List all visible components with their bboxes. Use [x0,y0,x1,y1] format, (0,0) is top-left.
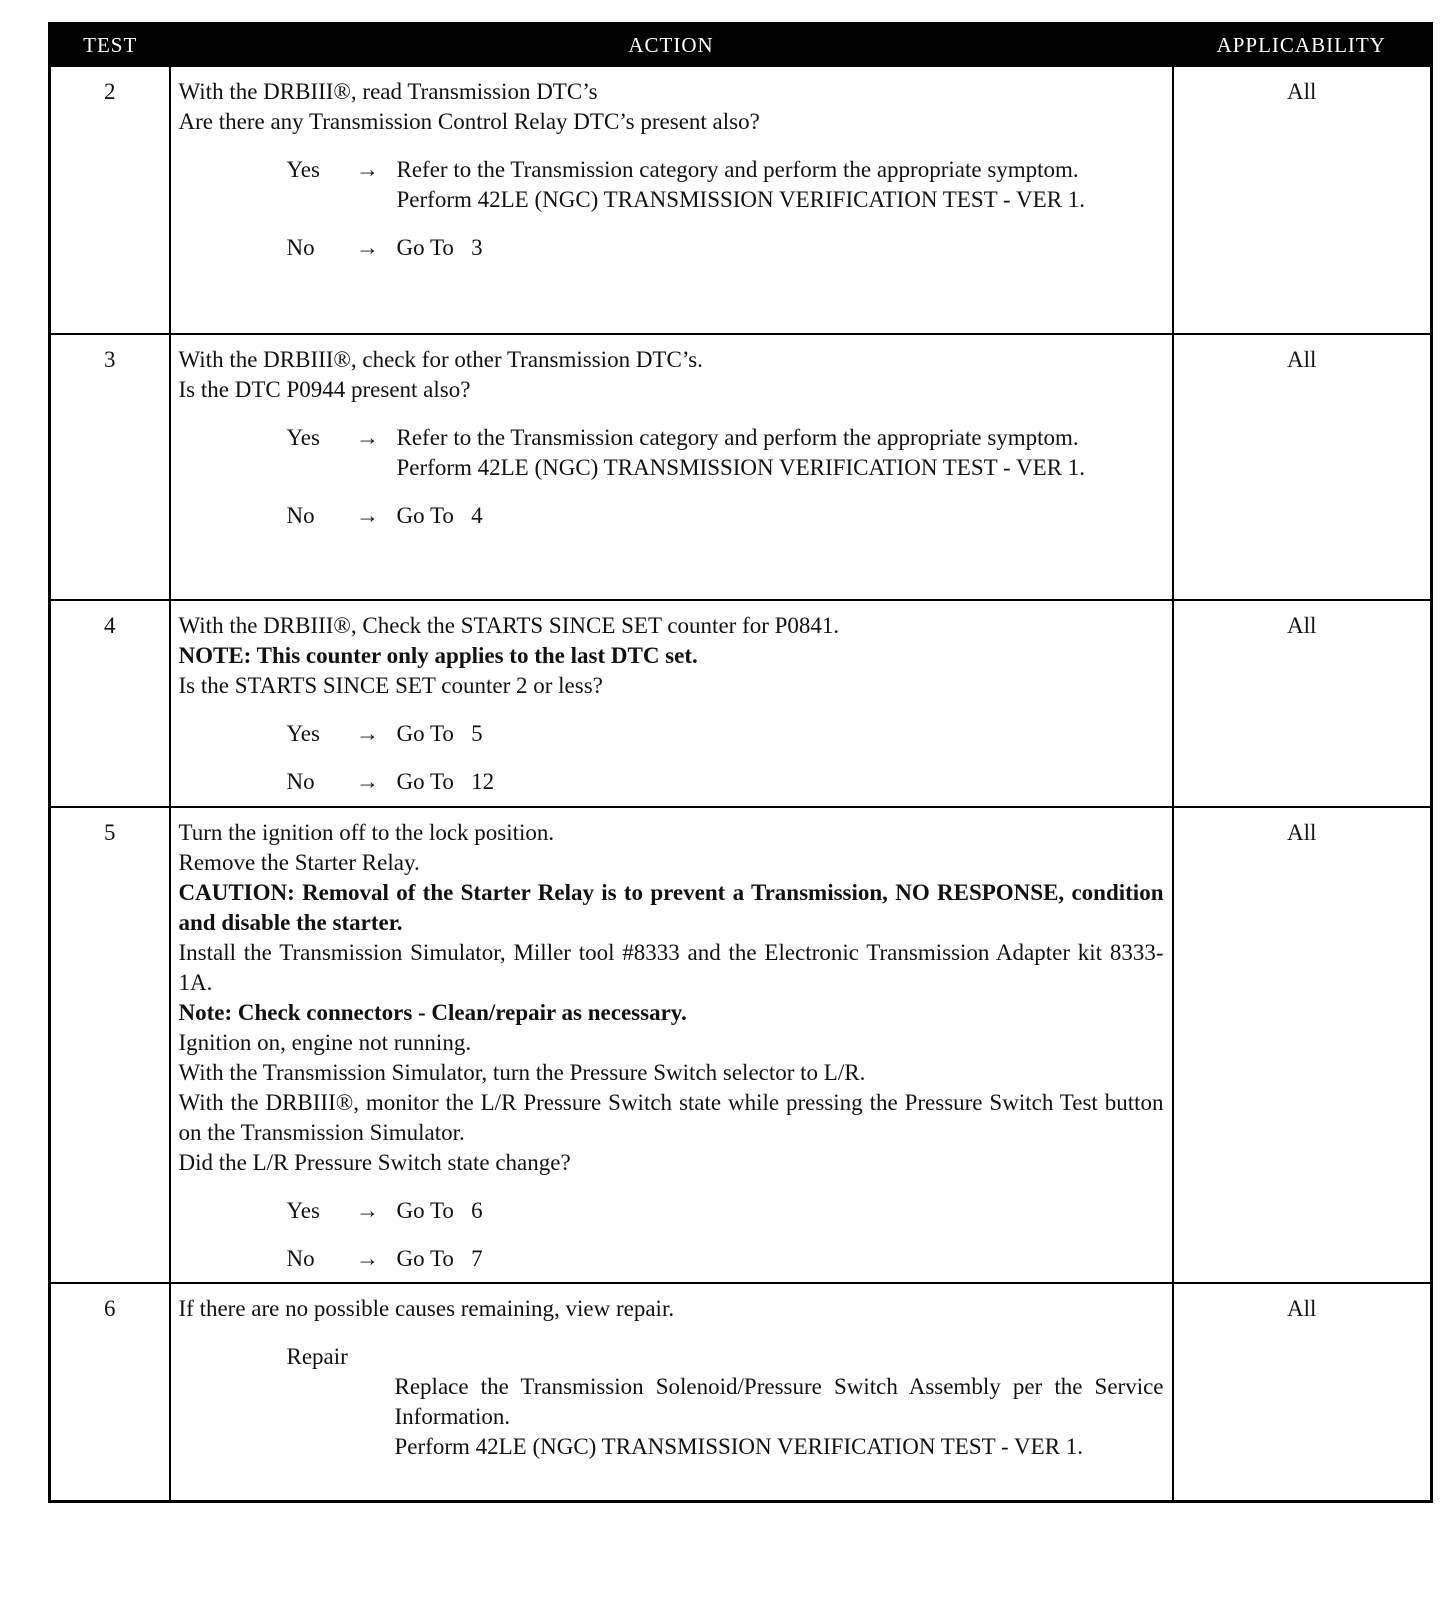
goto-target: 5 [471,721,483,746]
no-label: No [286,235,315,260]
action-line: Did the L/R Pressure Switch state change? [178,1150,571,1175]
yes-response [179,719,1164,749]
test-number: 3 [50,334,170,600]
yes-label: Yes [286,721,320,746]
header-action: ACTION [170,24,1173,67]
arrow-icon: → [356,1246,379,1271]
applicability-cell: All [1173,66,1432,334]
test-number: 5 [50,807,170,1283]
arrow-icon: → [356,769,379,794]
yes-response [179,155,1164,215]
no-response [179,233,1164,263]
arrow-icon: → [356,235,379,260]
yes-label: Yes [286,1198,320,1223]
no-response [179,767,1164,797]
arrow-icon: → [356,721,379,746]
diagnostic-procedure-sheet [48,22,1436,1503]
yes-label: Yes [286,425,320,450]
goto-label: Go To [396,769,454,794]
action-line: With the DRBIII®, monitor the L/R Pressure Switch state while pressing the Pressure Switch Test button on the Transmission Simulator. [178,1090,1164,1145]
action-line: With the DRBIII®, Check the STARTS SINCE SET counter for P0841. [178,613,840,638]
applicability-cell: All [1173,334,1432,600]
no-response [179,1244,1164,1274]
table-row [50,807,1432,1283]
no-label: No [286,503,315,528]
goto-target: 6 [471,1198,483,1223]
repair-block [179,1342,1164,1462]
test-number: 2 [50,66,170,334]
action-line: With the Transmission Simulator, turn the Pressure Switch selector to L/R. [178,1060,866,1085]
goto-label: Go To [396,1198,454,1223]
action-cell [170,66,1173,334]
arrow-icon: → [356,1198,379,1223]
yes-label: Yes [286,157,320,182]
header-test: TEST [50,24,170,67]
note-line: Note: Check connectors - Clean/repair as necessary. [178,1000,687,1025]
yes-instruction: Perform 42LE (NGC) TRANSMISSION VERIFICATION TEST - VER 1. [396,455,1086,480]
repair-instruction: Replace the Transmission Solenoid/Pressure Switch Assembly per the Service Information. [394,1374,1164,1429]
note-line: NOTE: This counter only applies to the last DTC set. [178,643,698,668]
table-row [50,66,1432,334]
arrow-icon: → [356,503,379,528]
test-number: 6 [50,1283,170,1501]
goto-target: 7 [471,1246,483,1271]
table-header [50,24,1432,67]
table-row [50,334,1432,600]
action-line: Is the DTC P0944 present also? [178,377,471,402]
yes-response [179,1196,1164,1226]
header-applicability: APPLICABILITY [1173,24,1432,67]
action-line: Install the Transmission Simulator, Miller tool #8333 and the Electronic Transmission Adapter kit 8333-1A. [178,940,1164,995]
arrow-icon: → [356,425,379,450]
yes-instruction: Refer to the Transmission category and perform the appropriate symptom. [396,425,1079,450]
no-label: No [286,1246,315,1271]
goto-target: 3 [471,235,483,260]
action-line: If there are no possible causes remaining, view repair. [178,1296,675,1321]
action-cell [170,600,1173,807]
applicability-cell: All [1173,807,1432,1283]
action-line: With the DRBIII®, read Transmission DTC’s [178,79,598,104]
action-line: Ignition on, engine not running. [178,1030,472,1055]
action-line: Turn the ignition off to the lock position. [178,820,555,845]
action-line: Remove the Starter Relay. [178,850,420,875]
goto-label: Go To [396,235,454,260]
caution-line: CAUTION: Removal of the Starter Relay is to prevent a Transmission, NO RESPONSE, condition and disable the starter. [178,880,1164,935]
arrow-icon: → [356,157,379,182]
test-number: 4 [50,600,170,807]
repair-label: Repair [286,1344,348,1369]
applicability-cell: All [1173,1283,1432,1501]
diagnostic-test-table [48,22,1433,1503]
action-cell [170,807,1173,1283]
goto-target: 4 [471,503,483,528]
action-line: Are there any Transmission Control Relay DTC’s present also? [178,109,760,134]
yes-response [179,423,1164,483]
goto-label: Go To [396,503,454,528]
repair-instruction: Perform 42LE (NGC) TRANSMISSION VERIFICATION TEST - VER 1. [394,1434,1084,1459]
action-line: With the DRBIII®, check for other Transmission DTC’s. [178,347,703,372]
yes-instruction: Refer to the Transmission category and perform the appropriate symptom. [396,157,1079,182]
table-row [50,600,1432,807]
goto-target: 12 [471,769,495,794]
no-response [179,501,1164,531]
action-line: Is the STARTS SINCE SET counter 2 or less? [178,673,603,698]
goto-label: Go To [396,721,454,746]
applicability-cell: All [1173,600,1432,807]
goto-label: Go To [396,1246,454,1271]
action-cell [170,1283,1173,1501]
yes-instruction: Perform 42LE (NGC) TRANSMISSION VERIFICATION TEST - VER 1. [396,187,1086,212]
table-row [50,1283,1432,1501]
action-cell [170,334,1173,600]
no-label: No [286,769,315,794]
